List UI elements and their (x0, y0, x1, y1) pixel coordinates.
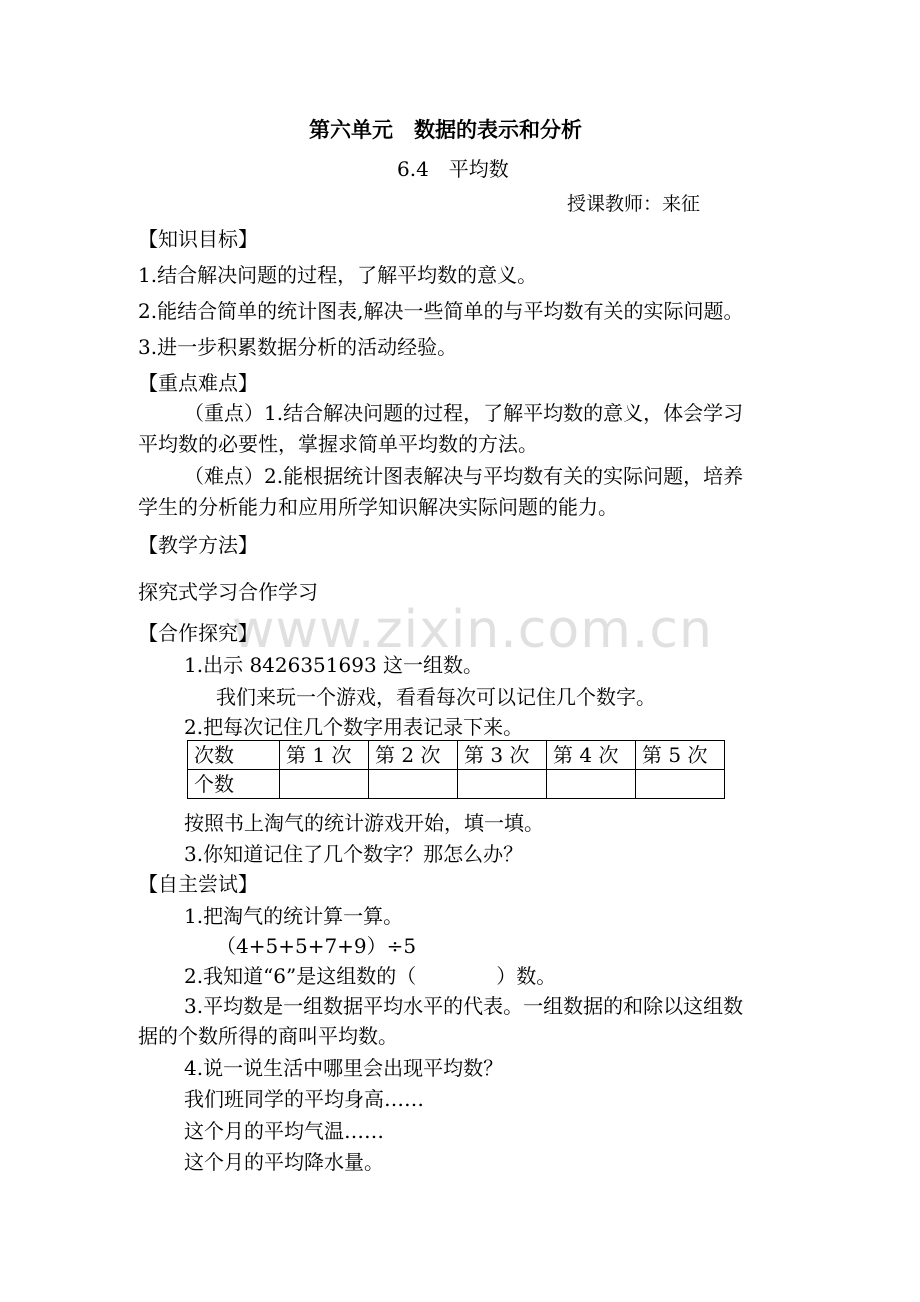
keypoint-1-line-1: （重点）1.结合解决问题的过程，了解平均数的意义，体会学习 (184, 401, 744, 425)
self-try-item-2: 2.我知道“6”是这组数的（ ）数。 (184, 964, 557, 988)
table-cell: 次数 (188, 741, 280, 770)
section-knowledge-goals: 【知识目标】 (138, 227, 258, 251)
teacher-name: 授课教师：来征 (567, 193, 701, 215)
cooperation-item-1-sub: 我们来玩一个游戏，看看每次可以记住几个数字。 (216, 685, 656, 709)
cooperation-item-1: 1.出示 8426351693 这一组数。 (184, 653, 484, 677)
goal-item-2: 2.能结合简单的统计图表,解决一些简单的与平均数有关的实际问题。 (138, 299, 744, 323)
section-cooperation: 【合作探究】 (138, 621, 258, 645)
record-table (187, 740, 725, 799)
table-cell: 第 2 次 (369, 741, 458, 770)
watermark: www.zixin.com.cn (232, 600, 713, 660)
cooperation-item-3: 3.你知道记住了几个数字？那怎么办？ (184, 842, 524, 866)
table-cell (369, 770, 458, 799)
self-try-item-1: 1.把淘气的统计算一算。 (184, 904, 404, 928)
table-cell (280, 770, 369, 799)
example-3: 这个月的平均降水量。 (184, 1150, 384, 1174)
keypoint-1-line-2: 平均数的必要性，掌握求简单平均数的方法。 (138, 432, 538, 456)
keypoint-2-line-2: 学生的分析能力和应用所学知识解决实际问题的能力。 (138, 495, 618, 519)
after-table-text: 按照书上淘气的统计游戏开始，填一填。 (184, 811, 544, 835)
table-cell (547, 770, 636, 799)
cooperation-item-2: 2.把每次记住几个数字用表记录下来。 (184, 715, 524, 739)
example-2: 这个月的平均气温…… (184, 1119, 384, 1143)
table-header-row (188, 741, 725, 770)
table-cell: 第 1 次 (280, 741, 369, 770)
table-cell: 第 4 次 (547, 741, 636, 770)
lesson-subtitle: 6.4 平均数 (397, 157, 509, 181)
table-cell (636, 770, 725, 799)
table-row (188, 770, 725, 799)
keypoint-2-line-1: （难点）2.能根据统计图表解决与平均数有关的实际问题，培养 (184, 464, 744, 488)
example-1: 我们班同学的平均身高…… (184, 1087, 424, 1111)
self-try-item-4: 4.说一说生活中哪里会出现平均数？ (184, 1056, 504, 1080)
table-cell: 个数 (188, 770, 280, 799)
section-self-try: 【自主尝试】 (138, 872, 258, 896)
page-title: 第六单元 数据的表示和分析 (309, 117, 582, 142)
table-cell: 第 3 次 (458, 741, 547, 770)
goal-item-1: 1.结合解决问题的过程，了解平均数的意义。 (138, 263, 538, 287)
self-try-formula: （4+5+5+7+9）÷5 (216, 934, 417, 958)
section-key-points: 【重点难点】 (138, 371, 258, 395)
table-cell: 第 5 次 (636, 741, 725, 770)
self-try-item-3-line-2: 据的个数所得的商叫平均数。 (138, 1024, 398, 1048)
section-methods: 【教学方法】 (138, 533, 258, 557)
goal-item-3: 3.进一步积累数据分析的活动经验。 (138, 335, 458, 359)
self-try-item-3-line-1: 3.平均数是一组数据平均水平的代表。一组数据的和除以这组数 (184, 994, 744, 1018)
method-text: 探究式学习合作学习 (138, 580, 318, 604)
table-cell (458, 770, 547, 799)
